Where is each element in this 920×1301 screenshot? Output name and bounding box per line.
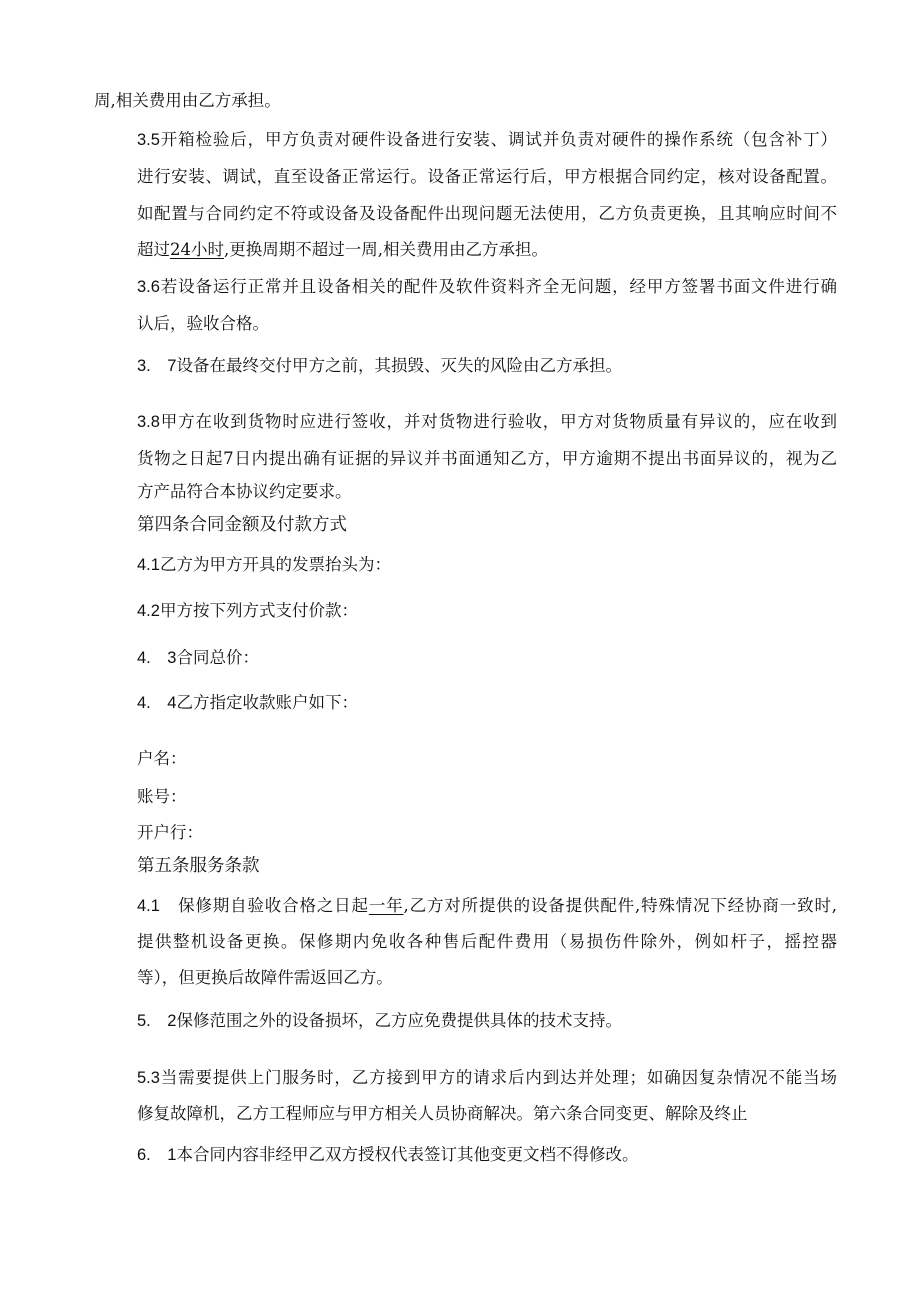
underlined-term: 24小时 xyxy=(170,240,224,259)
clause-5-2: 5. 2保修范围之外的设备损坏，乙方应免费提供具体的技术支持。 xyxy=(137,1011,622,1030)
clause-3-8-line-2: 货物之日起7日内提出确有证据的异议并书面通知乙方，甲方逾期不提出书面异议的，视为乙 xyxy=(137,449,837,468)
clause-5-1-line-1: 4.1 保修期自验收合格之日起一年,乙方对所提供的设备提供配件,特殊情况下经协商一致时, xyxy=(137,896,838,915)
clause-5-1-line-2: 提供整机设备更换。保修期内免收各种售后配件费用（易损伤件除外，例如杆子，摇控器 xyxy=(137,932,837,951)
clause-3-5-line-2: 进行安装、调试，直至设备正常运行。设备正常运行后，甲方根据合同约定，核对设备配置。 xyxy=(137,167,837,186)
clause-5-3-line-1: 5.3当需要提供上门服务时，乙方接到甲方的请求后内到达并处理；如确因复杂情况不能当场 xyxy=(137,1068,837,1087)
clause-3-6-line-1: 3.6若设备运行正常并且设备相关的配件及软件资料齐全无问题，经甲方签署书面文件进行确 xyxy=(137,277,837,296)
account-name-label: 户名： xyxy=(137,749,187,768)
clause-3-8-line-1: 3.8甲方在收到货物时应进行签收，并对货物进行验收，甲方对货物质量有异议的，应在收到 xyxy=(137,412,837,431)
clause-3-5-line-1: 3.5开箱检验后，甲方负责对硬件设备进行安装、调试并负责对硬件的操作系统（包含补丁） xyxy=(137,130,837,149)
clause-5-1-line-3: 等），但更换后故障件需返回乙方。 xyxy=(137,968,393,987)
clause-3-8-line-3: 方产品符合本协议约定要求。 xyxy=(137,482,352,501)
clause-3-7: 3. 7设备在最终交付甲方之前，其损毁、灭失的风险由乙方承担。 xyxy=(137,356,622,375)
underlined-term: 一年 xyxy=(368,896,404,915)
clause-5-3-line-2: 修复故障机，乙方工程师应与甲方相关人员协商解决。第六条合同变更、解除及终止 xyxy=(137,1104,748,1123)
clause-3-5-line-4: 超过24小时,更换周期不超过一周,相关费用由乙方承担。 xyxy=(137,240,548,259)
clause-3-6-line-2: 认后，验收合格。 xyxy=(137,314,269,333)
paragraph-continuation: 周,相关费用由乙方承担。 xyxy=(94,91,281,110)
article-4-heading: 第四条合同金额及付款方式 xyxy=(137,515,347,535)
clause-4-3: 4. 3合同总价： xyxy=(137,648,259,667)
article-5-heading: 第五条服务条款 xyxy=(137,856,260,876)
clause-6-1: 6. 1本合同内容非经甲乙双方授权代表签订其他变更文档不得修改。 xyxy=(137,1145,639,1164)
clause-4-2: 4.2甲方按下列方式支付价款： xyxy=(137,601,358,620)
account-bank-label: 开户行： xyxy=(137,823,203,842)
account-number-label: 账号： xyxy=(137,787,187,806)
clause-3-5-line-3: 如配置与合同约定不符或设备及设备配件出现问题无法使用，乙方负责更换，且其响应时间不 xyxy=(137,204,837,223)
clause-4-1: 4.1乙方为甲方开具的发票抬头为： xyxy=(137,555,391,574)
clause-4-4: 4. 4乙方指定收款账户如下： xyxy=(137,693,358,712)
